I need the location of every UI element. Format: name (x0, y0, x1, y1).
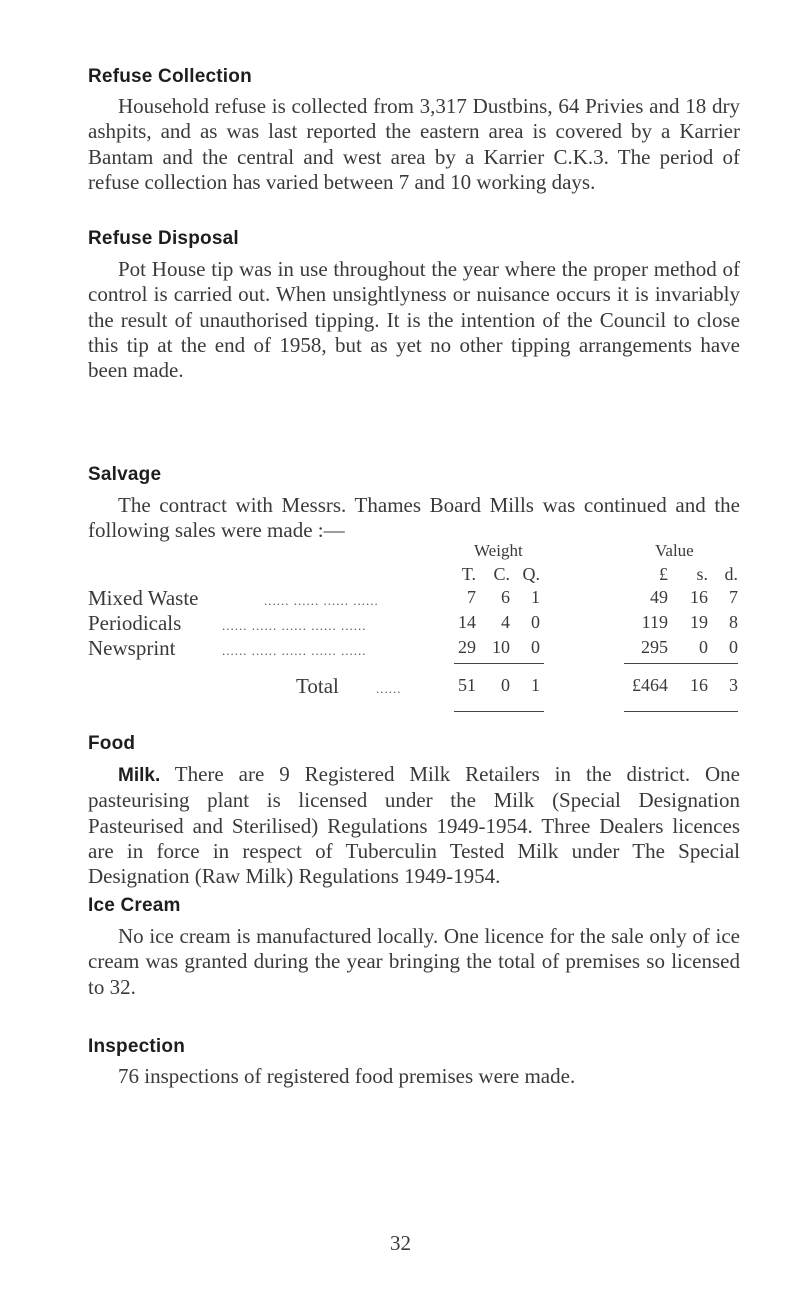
weight-cwt: 6 (501, 587, 510, 607)
value-pounds: 119 (641, 612, 668, 632)
inspection-heading: Inspection (88, 1036, 186, 1057)
refuse-disposal-heading: Refuse Disposal (88, 228, 239, 249)
weight-tons: 14 (458, 612, 476, 632)
weight-cwt: 10 (492, 637, 510, 657)
page-number: 32 (390, 1231, 411, 1255)
milk-paragraph (88, 762, 740, 889)
milk-label: Milk. (118, 765, 161, 786)
value-pence: 8 (729, 612, 738, 632)
weight-subtotal-rule (454, 663, 544, 664)
row-label: Mixed Waste (88, 586, 199, 610)
unit-tons: T. (461, 564, 476, 584)
weight-cwt: 4 (501, 612, 510, 632)
ice-cream-paragraph: No ice cream is manufactured locally. One licence for the sale only of ice cream was granted during the year bringing the total of premises so licensed to 32. (88, 924, 740, 999)
leader-dots: ...... ...... ...... ...... (264, 593, 379, 608)
value-pounds: 295 (641, 637, 668, 657)
total-value-pence: 3 (729, 675, 738, 695)
total-weight-tons: 51 (458, 675, 476, 695)
weight-quarters: 0 (531, 637, 540, 657)
refuse-disposal-paragraph: Pot House tip was in use throughout the year where the proper method of control is carried out. When unsightlyness or nuisance occurs it is invariably the result of unauthorised tipping. It is the intention of the Council to close this tip at the end of 1958, but as yet no other tipping arrangements have been made. (88, 257, 740, 383)
unit-pounds: £ (659, 564, 668, 584)
total-weight-cwt: 0 (501, 675, 510, 695)
unit-cwt: C. (493, 564, 510, 584)
leader-dots: ...... ...... ...... ...... ...... (222, 618, 367, 633)
weight-tons: 29 (458, 637, 476, 657)
total-value-pounds: £464 (632, 675, 668, 695)
refuse-collection-paragraph: Household refuse is collected from 3,317 Dustbins, 64 Privies and 18 dry ashpits, and as was last reported the eastern area is covered by a Karrier Bantam and the central and west area by a Karrier C.K.3. The period of refuse collection has varied between 7 and 10 working days. (88, 94, 740, 194)
weight-total-rule (454, 711, 544, 712)
row-label: Periodicals (88, 611, 182, 635)
unit-shillings: s. (696, 564, 708, 584)
unit-quarters: Q. (522, 564, 540, 584)
salvage-heading: Salvage (88, 464, 162, 485)
value-total-rule (624, 711, 738, 712)
unit-pence: d. (724, 564, 738, 584)
refuse-collection-heading: Refuse Collection (88, 66, 252, 87)
value-header: Value (655, 541, 694, 560)
value-pence: 7 (729, 587, 738, 607)
milk-text: There are 9 Registered Milk Retailers in the district. One pasteurising plant is licensed under the Milk (Special Designation Pasteurised and Sterilised) Regulations 1949-1954. Three Dealers licences are in force in respect of Tuberculin Tested Milk under The Special Designation (Raw Milk) Regulations 1949-1954. (88, 762, 740, 889)
weight-quarters: 1 (531, 587, 540, 607)
weight-quarters: 0 (531, 612, 540, 632)
value-pounds: 49 (650, 587, 668, 607)
value-shillings: 19 (690, 612, 708, 632)
leader-dots: ...... (376, 681, 402, 696)
ice-cream-heading: Ice Cream (88, 895, 181, 916)
food-heading: Food (88, 733, 136, 754)
value-shillings: 0 (699, 637, 708, 657)
value-pence: 0 (729, 637, 738, 657)
inspection-paragraph: 76 inspections of registered food premises were made. (118, 1064, 576, 1088)
total-label: Total (296, 674, 339, 698)
value-shillings: 16 (690, 587, 708, 607)
weight-tons: 7 (467, 587, 476, 607)
total-weight-quarters: 1 (531, 675, 540, 695)
row-label: Newsprint (88, 636, 176, 660)
value-subtotal-rule (624, 663, 738, 664)
salvage-paragraph: The contract with Messrs. Thames Board Mills was continued and the following sales were made :— (88, 493, 740, 543)
total-value-shillings: 16 (690, 675, 708, 695)
leader-dots: ...... ...... ...... ...... ...... (222, 643, 367, 658)
weight-header: Weight (474, 541, 523, 560)
